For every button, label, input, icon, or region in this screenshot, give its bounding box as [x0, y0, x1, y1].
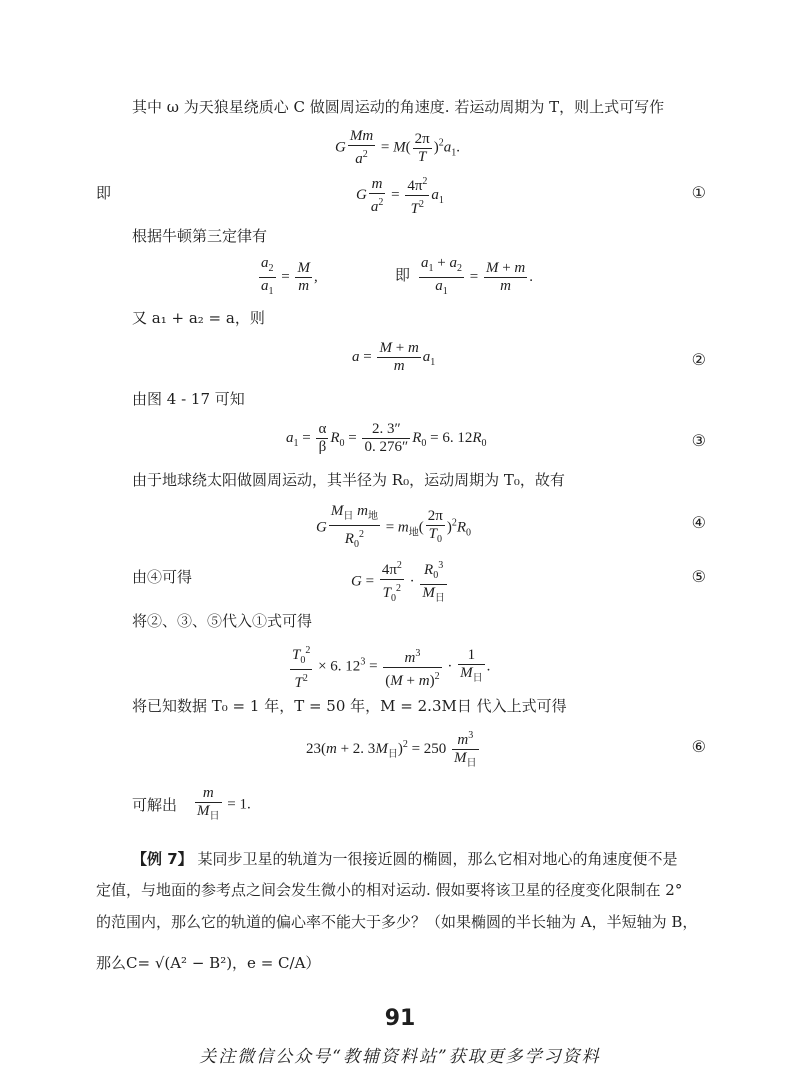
text-line-8: 由④可得	[132, 568, 193, 586]
equation-substituted: $\frac{T_0^2}{T^2}$ × 6. $12^3$ = $\frac{m^3}{(M + m)^2}$ · $\frac{1}{M_日}$ .	[288, 642, 490, 692]
example-7-line-3: 的范围内，那么它的轨道的偏心率不能大于多少？（如果椭圆的半长轴为 A，半短轴为 B，	[96, 913, 698, 931]
equation-6: 23(m + 2. $3M_日)^2 = 250$ $\frac{m^3}{M_日}$	[306, 727, 481, 772]
equation-ratio-left: $\frac{a_2}{a_1}$ = $\frac{M}{m}$ ,	[261, 255, 318, 297]
text-line-3: 根据牛顿第三定律有	[132, 227, 268, 245]
text-line-11: 可解出	[132, 796, 178, 814]
equation-number-2: ②	[691, 350, 706, 369]
text-ji-2: 即	[395, 266, 411, 284]
example-7-line-1	[132, 849, 677, 869]
equation-3: $a_1$ = $\frac{\alpha}{\beta}$ $R_0$ = $\frac{2. 3''}{0. 276''}$ $R_0 = 6$. $12R_0$	[286, 421, 487, 455]
text-ji-1: 即	[96, 184, 112, 202]
equation-number-4: ④	[691, 513, 706, 532]
equation-1: G $\frac{m}{a^2}$ = $\frac{4\pi^2}{T^2}$ $a_1$	[356, 173, 444, 218]
equation-gravity-1: G $\frac{Mm}{a^2}$ = M( $\frac{2\pi}{T}$ )$^2a_1$.	[335, 128, 460, 167]
equation-number-3: ③	[691, 431, 706, 450]
equation-4: G $\frac{M_日 m_地}{R_0^2}$ = $m_地$( $\frac{2\pi}{T_0}$ )$^2R_0$	[316, 503, 471, 550]
text-line-1: 其中 ω 为天狼星绕质心 C 做圆周运动的角速度. 若运动周期为 T，则上式可写作	[132, 98, 665, 116]
equation-ratio-right: $\frac{a_1 + a_2}{a_1}$ = $\frac{M + m}{m}$ .	[421, 255, 533, 297]
equation-number-1: ①	[691, 183, 706, 202]
equation-result: $\frac{m}{M_日}$ = 1.	[197, 785, 251, 822]
equation-number-6: ⑥	[691, 737, 706, 756]
equation-2: a = $\frac{M + m}{m}$ $a_1$	[352, 340, 436, 374]
example-tag: 【例 7】	[132, 850, 193, 868]
text-line-6: 由图 4 - 17 可知	[132, 390, 245, 408]
footer-note: 关注微信公众号“教辅资料站”获取更多学习资料	[199, 1047, 601, 1067]
text-line-5: 又 a₁ + a₂ = a，则	[132, 309, 265, 327]
page-number: 91	[384, 1006, 416, 1031]
example-7-line-4: 那么C= √(A² − B²)，e = C/A）	[96, 954, 321, 972]
equation-number-5: ⑤	[691, 567, 706, 586]
example-7-text-1: 某同步卫星的轨道为一很接近圆的椭圆，那么它相对地心的角速度便不是	[197, 850, 678, 868]
text-line-9: 将②、③、⑤代入①式可得	[132, 612, 313, 630]
text-line-7: 由于地球绕太阳做圆周运动，其半径为 R₀，运动周期为 T₀，故有	[132, 471, 565, 489]
example-7-line-2: 定值，与地面的参考点之间会发生微小的相对运动. 假如要将该卫星的径度变化限制在 2°	[96, 881, 683, 899]
equation-5: G = $\frac{4\pi^2}{T_0^2}$ · $\frac{R_0^3}{M_日}$	[351, 557, 449, 607]
text-line-10: 将已知数据 T₀ = 1 年，T = 50 年，M = 2.3M日 代入上式可得	[132, 697, 567, 715]
